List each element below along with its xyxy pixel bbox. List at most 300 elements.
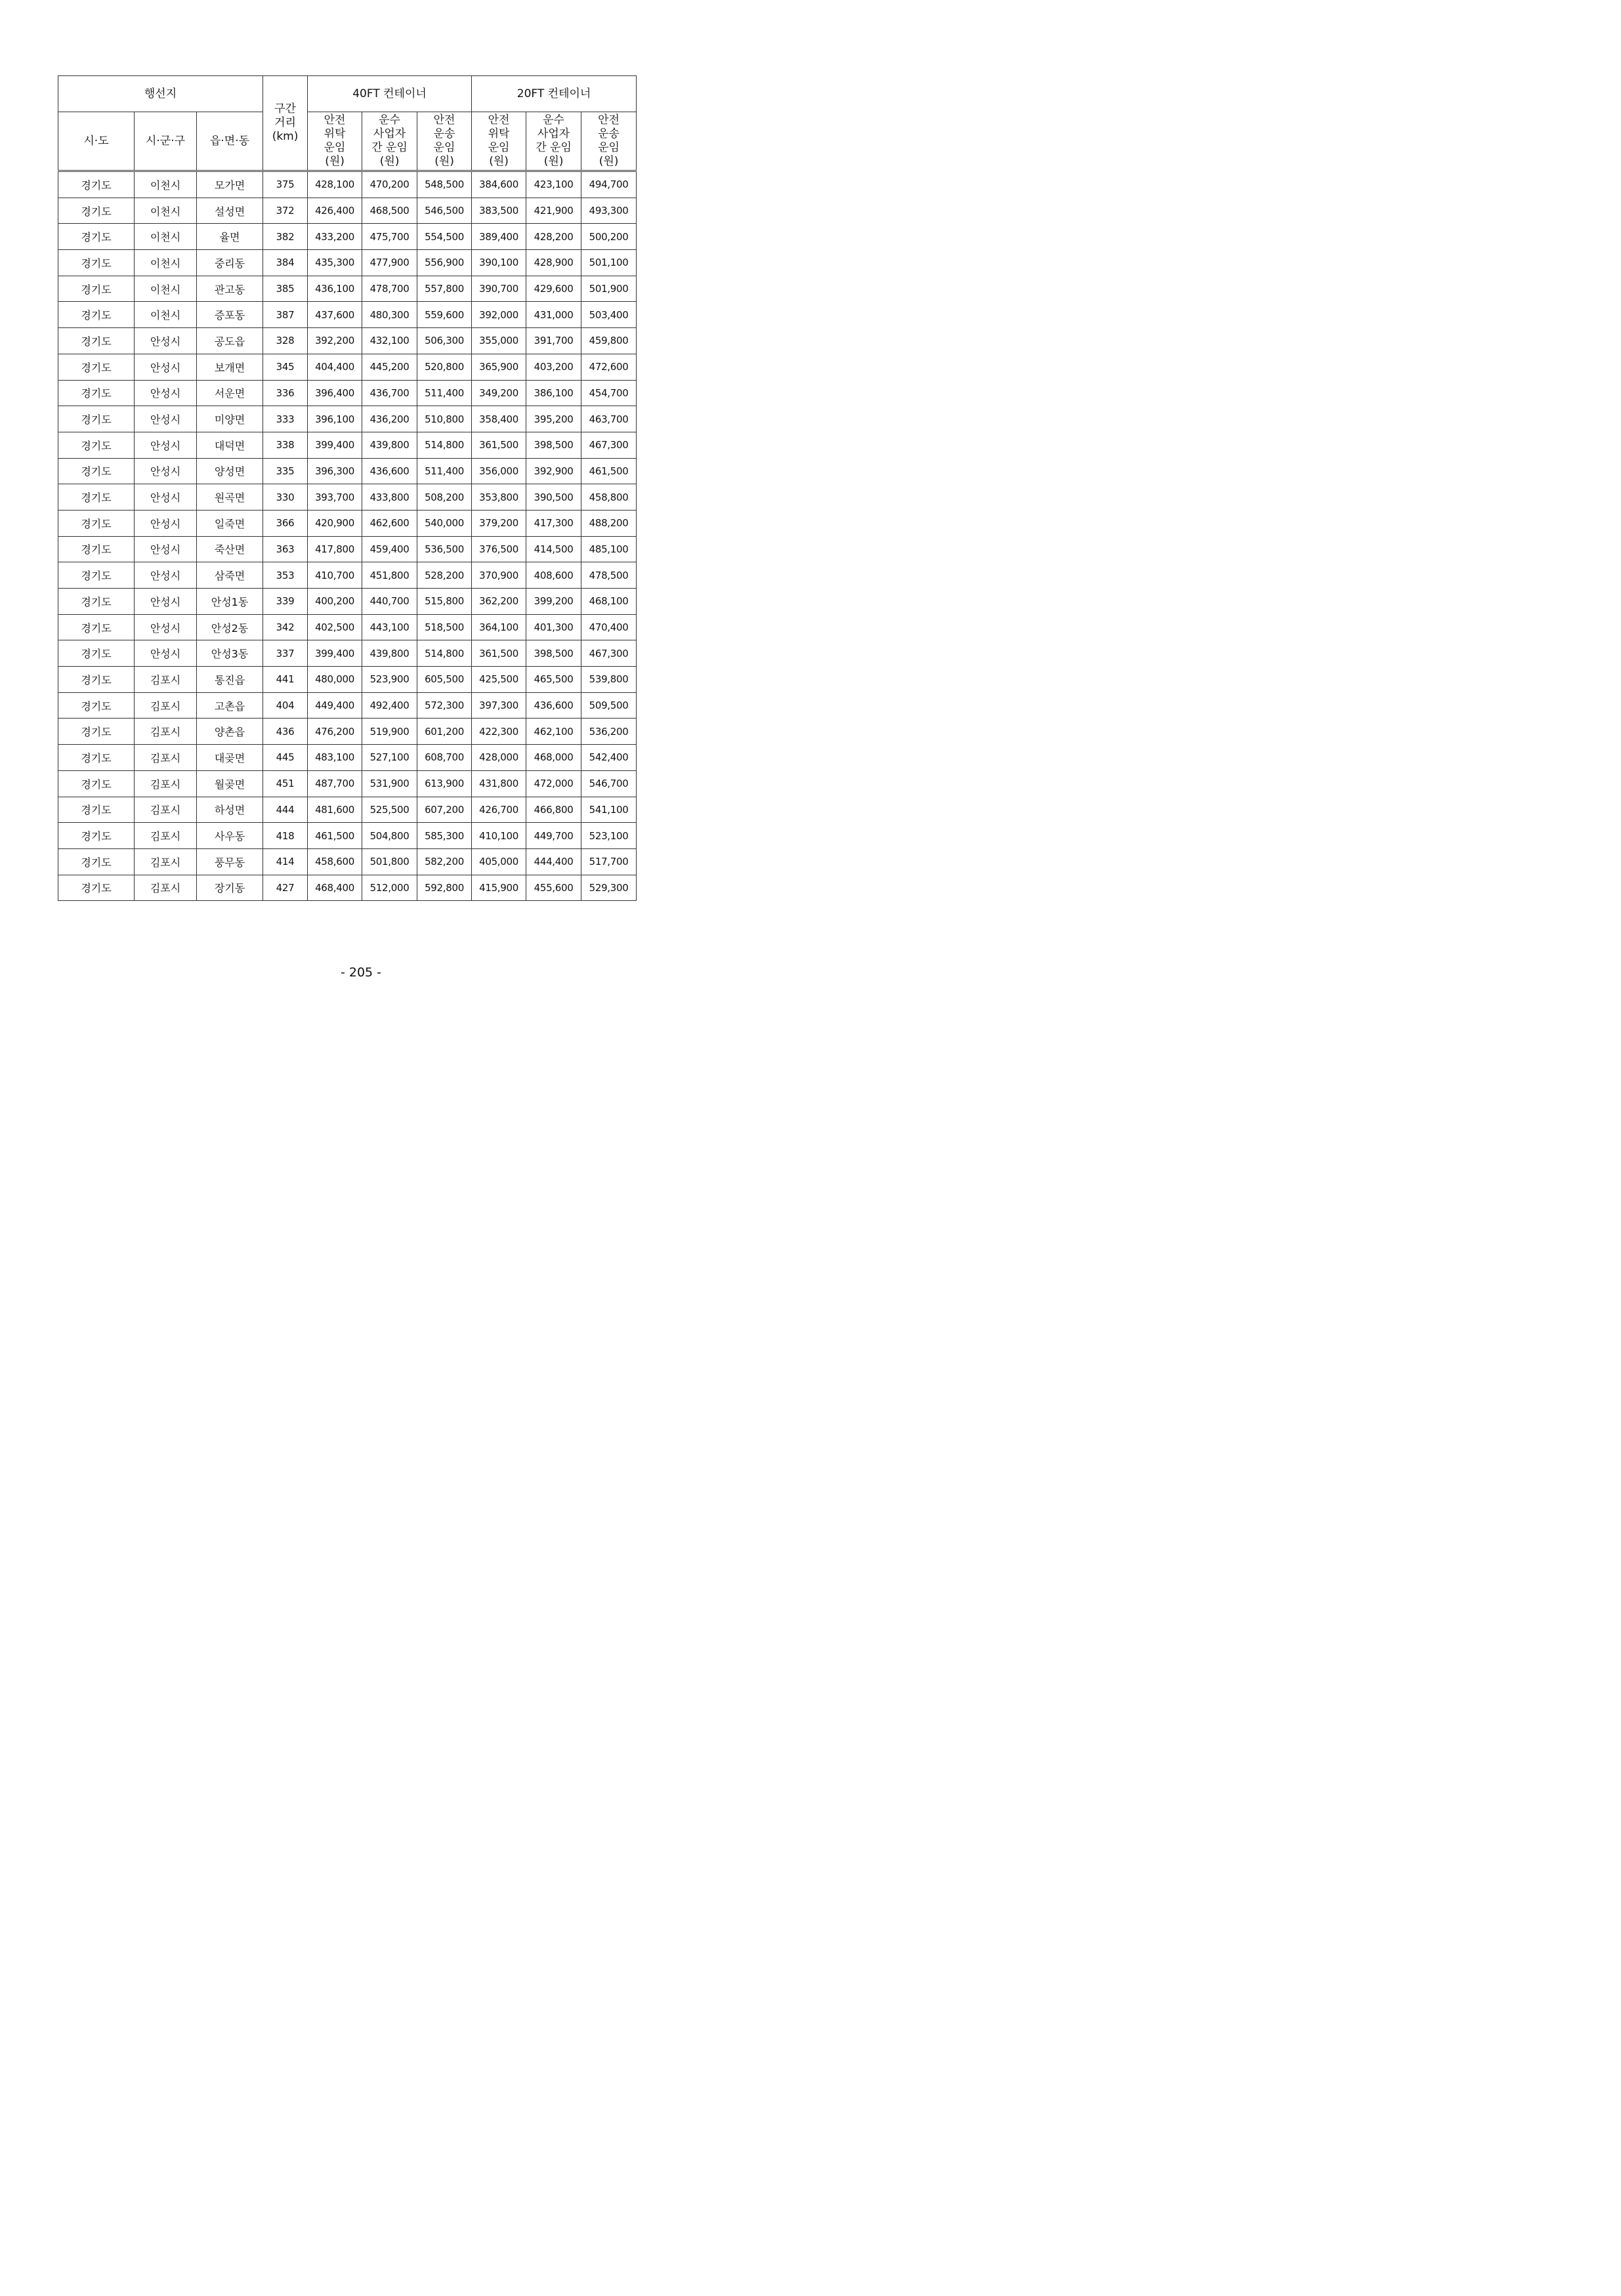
rate-40-safe-consign-cell: 396,300: [308, 458, 362, 484]
rate-40-safe-transport-cell: 510,800: [417, 406, 472, 432]
rate-40-carrier-cell: 527,100: [362, 745, 417, 771]
rate-40-carrier-cell: 501,800: [362, 848, 417, 875]
rate-20-safe-transport-cell: 467,300: [581, 640, 637, 667]
distance-cell: 427: [263, 875, 308, 901]
sigungu-cell: 안성시: [135, 328, 197, 354]
rate-20-safe-consign-cell: 428,000: [472, 745, 526, 771]
table-row: [58, 875, 637, 901]
freight-rate-table: [58, 75, 637, 901]
table-row: [58, 302, 637, 328]
table-row: [58, 432, 637, 458]
eupmyeondong-cell: 장기동: [197, 875, 263, 901]
sigungu-cell: 안성시: [135, 510, 197, 536]
rate-40-safe-transport-cell: 515,800: [417, 589, 472, 615]
table-row: [58, 797, 637, 823]
sido-cell: 경기도: [58, 432, 135, 458]
eupmyeondong-cell: 사우동: [197, 823, 263, 849]
sido-cell: 경기도: [58, 562, 135, 589]
rate-20-carrier-cell: 398,500: [526, 640, 581, 667]
rate-40-safe-consign-cell: 436,100: [308, 276, 362, 302]
rate-40-safe-consign-cell: 458,600: [308, 848, 362, 875]
distance-cell: 418: [263, 823, 308, 849]
rate-40-safe-transport-cell: 607,200: [417, 797, 472, 823]
rate-40-carrier-cell: 519,900: [362, 719, 417, 745]
table-body: [58, 171, 637, 901]
table-row: [58, 406, 637, 432]
rate-20-carrier-cell: 431,000: [526, 302, 581, 328]
table-row: [58, 589, 637, 615]
rate-20-safe-consign-cell: 353,800: [472, 484, 526, 511]
eupmyeondong-cell: 풍무동: [197, 848, 263, 875]
rate-20-safe-transport-cell: 488,200: [581, 510, 637, 536]
sido-cell: 경기도: [58, 224, 135, 250]
rate-40-safe-consign-cell: 399,400: [308, 640, 362, 667]
eupmyeondong-cell: 모가면: [197, 171, 263, 198]
sigungu-cell: 안성시: [135, 406, 197, 432]
rate-40-safe-transport-cell: 511,400: [417, 458, 472, 484]
eupmyeondong-cell: 미양면: [197, 406, 263, 432]
rate-20-safe-consign-cell: 392,000: [472, 302, 526, 328]
rate-40-safe-consign-cell: 437,600: [308, 302, 362, 328]
sigungu-cell: 안성시: [135, 458, 197, 484]
rate-40-safe-consign-cell: 399,400: [308, 432, 362, 458]
rate-20-safe-transport-cell: 542,400: [581, 745, 637, 771]
rate-40-safe-transport-cell: 572,300: [417, 692, 472, 719]
sido-cell: 경기도: [58, 510, 135, 536]
eupmyeondong-cell: 대곶면: [197, 745, 263, 771]
rate-40-carrier-cell: 468,500: [362, 198, 417, 224]
rate-40-safe-transport-cell: 540,000: [417, 510, 472, 536]
rate-40-safe-transport-cell: 508,200: [417, 484, 472, 511]
sido-cell: 경기도: [58, 171, 135, 198]
distance-cell: 451: [263, 770, 308, 797]
table-row: [58, 250, 637, 276]
rate-20-carrier-cell: 392,900: [526, 458, 581, 484]
rate-40-safe-transport-cell: 514,800: [417, 432, 472, 458]
rate-40-safe-transport-cell: 536,500: [417, 536, 472, 562]
rate-40-carrier-cell: 436,200: [362, 406, 417, 432]
eupmyeondong-cell: 원곡면: [197, 484, 263, 511]
sido-cell: 경기도: [58, 276, 135, 302]
sigungu-cell: 안성시: [135, 380, 197, 406]
eupmyeondong-cell: 안성3동: [197, 640, 263, 667]
table-row: [58, 328, 637, 354]
table-row: [58, 484, 637, 511]
rate-40-safe-consign-cell: 396,400: [308, 380, 362, 406]
rate-40-safe-consign-cell: 481,600: [308, 797, 362, 823]
page-number: - 205 -: [340, 965, 382, 980]
eupmyeondong-cell: 양성면: [197, 458, 263, 484]
rate-20-safe-transport-cell: 494,700: [581, 171, 637, 198]
rate-40-safe-transport-cell: 601,200: [417, 719, 472, 745]
rate-20-carrier-cell: 462,100: [526, 719, 581, 745]
sigungu-cell: 이천시: [135, 198, 197, 224]
distance-cell: 436: [263, 719, 308, 745]
rate-40-safe-consign-cell: 417,800: [308, 536, 362, 562]
sigungu-cell: 김포시: [135, 692, 197, 719]
rate-40-safe-consign-cell: 404,400: [308, 354, 362, 380]
rate-20-safe-transport-cell: 454,700: [581, 380, 637, 406]
distance-cell: 345: [263, 354, 308, 380]
distance-cell: 414: [263, 848, 308, 875]
rate-20-safe-transport-cell: 500,200: [581, 224, 637, 250]
rate-20-safe-consign-cell: 422,300: [472, 719, 526, 745]
rate-20-carrier-cell: 429,600: [526, 276, 581, 302]
distance-cell: 366: [263, 510, 308, 536]
rate-20-carrier-cell: 423,100: [526, 171, 581, 198]
table-row: [58, 458, 637, 484]
rate-20-carrier-cell: 398,500: [526, 432, 581, 458]
distance-cell: 404: [263, 692, 308, 719]
rate-20-safe-consign-cell: 425,500: [472, 667, 526, 693]
sido-header: 시·도: [58, 112, 135, 171]
rate-20-safe-consign-cell: 383,500: [472, 198, 526, 224]
rate-20-safe-consign-cell: 431,800: [472, 770, 526, 797]
eupmyeondong-cell: 월곶면: [197, 770, 263, 797]
distance-cell: 336: [263, 380, 308, 406]
rate-20-safe-consign-cell: 349,200: [472, 380, 526, 406]
eupmyeondong-cell: 고촌읍: [197, 692, 263, 719]
rate-20-safe-transport-cell: 461,500: [581, 458, 637, 484]
distance-cell: 445: [263, 745, 308, 771]
sigungu-cell: 김포시: [135, 719, 197, 745]
rate-40-safe-consign-cell: 487,700: [308, 770, 362, 797]
rate-40-carrier-cell: 523,900: [362, 667, 417, 693]
rate-20-carrier-cell: 428,900: [526, 250, 581, 276]
rate-20-carrier-cell: 455,600: [526, 875, 581, 901]
rate-40-carrier-cell: 436,700: [362, 380, 417, 406]
sido-cell: 경기도: [58, 536, 135, 562]
rate-40-safe-consign-cell: 420,900: [308, 510, 362, 536]
rate-20-carrier-cell: 403,200: [526, 354, 581, 380]
rate-header-20-carrier: 운수 사업자 간 운임 (원): [526, 112, 581, 171]
rate-20-carrier-cell: 401,300: [526, 614, 581, 640]
rate-20-safe-consign-cell: 390,700: [472, 276, 526, 302]
rate-40-safe-consign-cell: 480,000: [308, 667, 362, 693]
rate-40-carrier-cell: 459,400: [362, 536, 417, 562]
rate-40-safe-transport-cell: 548,500: [417, 171, 472, 198]
rate-40-safe-consign-cell: 400,200: [308, 589, 362, 615]
distance-cell: 385: [263, 276, 308, 302]
table-row: [58, 823, 637, 849]
sido-cell: 경기도: [58, 692, 135, 719]
rate-40-carrier-cell: 440,700: [362, 589, 417, 615]
distance-cell: 339: [263, 589, 308, 615]
rate-header-20-safe-transport: 안전 운송 운임 (원): [581, 112, 637, 171]
table-row: [58, 692, 637, 719]
eupmyeondong-cell: 대덕면: [197, 432, 263, 458]
eupmyeondong-cell: 보개면: [197, 354, 263, 380]
rate-20-safe-transport-cell: 470,400: [581, 614, 637, 640]
rate-20-safe-consign-cell: 389,400: [472, 224, 526, 250]
sigungu-cell: 안성시: [135, 640, 197, 667]
rate-40-safe-transport-cell: 613,900: [417, 770, 472, 797]
rate-40-carrier-cell: 480,300: [362, 302, 417, 328]
sido-cell: 경기도: [58, 875, 135, 901]
rate-40-safe-consign-cell: 393,700: [308, 484, 362, 511]
group-40ft-header: 40FT 컨테이너: [308, 76, 472, 112]
sido-cell: 경기도: [58, 302, 135, 328]
rate-20-carrier-cell: 468,000: [526, 745, 581, 771]
rate-40-carrier-cell: 433,800: [362, 484, 417, 511]
rate-40-carrier-cell: 451,800: [362, 562, 417, 589]
rate-40-carrier-cell: 531,900: [362, 770, 417, 797]
rate-20-safe-consign-cell: 384,600: [472, 171, 526, 198]
rate-20-safe-transport-cell: 539,800: [581, 667, 637, 693]
sido-cell: 경기도: [58, 380, 135, 406]
table-row: [58, 354, 637, 380]
rate-40-carrier-cell: 445,200: [362, 354, 417, 380]
rate-20-carrier-cell: 449,700: [526, 823, 581, 849]
rate-20-safe-consign-cell: 364,100: [472, 614, 526, 640]
rate-40-safe-transport-cell: 559,600: [417, 302, 472, 328]
sigungu-cell: 안성시: [135, 536, 197, 562]
sigungu-cell: 김포시: [135, 797, 197, 823]
eupmyeondong-cell: 증포동: [197, 302, 263, 328]
eupmyeondong-cell: 안성1동: [197, 589, 263, 615]
rate-20-safe-transport-cell: 472,600: [581, 354, 637, 380]
rate-20-safe-consign-cell: 356,000: [472, 458, 526, 484]
rate-40-carrier-cell: 478,700: [362, 276, 417, 302]
distance-header: 구간 거리 (km): [263, 76, 308, 171]
rate-20-safe-transport-cell: 458,800: [581, 484, 637, 511]
rate-20-carrier-cell: 386,100: [526, 380, 581, 406]
table-row: [58, 276, 637, 302]
rate-20-carrier-cell: 428,200: [526, 224, 581, 250]
distance-cell: 384: [263, 250, 308, 276]
distance-cell: 444: [263, 797, 308, 823]
rate-header-40-carrier: 운수 사업자 간 운임 (원): [362, 112, 417, 171]
rate-20-safe-consign-cell: 355,000: [472, 328, 526, 354]
rate-20-carrier-cell: 466,800: [526, 797, 581, 823]
sido-cell: 경기도: [58, 823, 135, 849]
rate-40-safe-transport-cell: 557,800: [417, 276, 472, 302]
distance-cell: 333: [263, 406, 308, 432]
rate-40-carrier-cell: 470,200: [362, 171, 417, 198]
sigungu-cell: 안성시: [135, 562, 197, 589]
table-row: [58, 614, 637, 640]
rate-20-carrier-cell: 399,200: [526, 589, 581, 615]
distance-cell: 337: [263, 640, 308, 667]
sigungu-cell: 안성시: [135, 484, 197, 511]
sido-cell: 경기도: [58, 589, 135, 615]
rate-40-safe-consign-cell: 410,700: [308, 562, 362, 589]
rate-40-carrier-cell: 477,900: [362, 250, 417, 276]
distance-cell: 372: [263, 198, 308, 224]
rate-40-safe-consign-cell: 426,400: [308, 198, 362, 224]
rate-20-safe-transport-cell: 468,100: [581, 589, 637, 615]
eupmyeondong-cell: 일죽면: [197, 510, 263, 536]
rate-20-carrier-cell: 472,000: [526, 770, 581, 797]
table-row: [58, 224, 637, 250]
rate-20-carrier-cell: 444,400: [526, 848, 581, 875]
rate-20-safe-consign-cell: 405,000: [472, 848, 526, 875]
table-row: [58, 198, 637, 224]
sigungu-cell: 김포시: [135, 745, 197, 771]
eupmyeondong-cell: 서운면: [197, 380, 263, 406]
sigungu-cell: 김포시: [135, 848, 197, 875]
group-20ft-header: 20FT 컨테이너: [472, 76, 637, 112]
rate-20-safe-consign-cell: 361,500: [472, 640, 526, 667]
distance-cell: 375: [263, 171, 308, 198]
rate-40-safe-transport-cell: 592,800: [417, 875, 472, 901]
distance-cell: 338: [263, 432, 308, 458]
sigungu-cell: 이천시: [135, 250, 197, 276]
eupmyeondong-cell: 안성2동: [197, 614, 263, 640]
sigungu-header: 시·군·구: [135, 112, 197, 171]
sido-cell: 경기도: [58, 770, 135, 797]
sido-cell: 경기도: [58, 797, 135, 823]
rate-40-safe-transport-cell: 511,400: [417, 380, 472, 406]
rate-40-safe-consign-cell: 476,200: [308, 719, 362, 745]
rate-40-safe-transport-cell: 528,200: [417, 562, 472, 589]
rate-40-carrier-cell: 492,400: [362, 692, 417, 719]
rate-20-safe-transport-cell: 478,500: [581, 562, 637, 589]
rate-20-safe-consign-cell: 362,200: [472, 589, 526, 615]
rate-20-safe-transport-cell: 501,100: [581, 250, 637, 276]
rate-40-carrier-cell: 475,700: [362, 224, 417, 250]
rate-40-carrier-cell: 439,800: [362, 432, 417, 458]
sigungu-cell: 안성시: [135, 589, 197, 615]
rate-20-safe-transport-cell: 517,700: [581, 848, 637, 875]
sido-cell: 경기도: [58, 354, 135, 380]
eupmyeondong-cell: 관고동: [197, 276, 263, 302]
rate-40-safe-transport-cell: 520,800: [417, 354, 472, 380]
rate-20-safe-transport-cell: 536,200: [581, 719, 637, 745]
sido-cell: 경기도: [58, 250, 135, 276]
eupmyeondong-cell: 설성면: [197, 198, 263, 224]
rate-20-safe-consign-cell: 410,100: [472, 823, 526, 849]
rate-20-safe-transport-cell: 523,100: [581, 823, 637, 849]
eupmyeondong-cell: 양촌읍: [197, 719, 263, 745]
rate-20-safe-consign-cell: 426,700: [472, 797, 526, 823]
eupmyeondong-cell: 삼죽면: [197, 562, 263, 589]
sigungu-cell: 안성시: [135, 432, 197, 458]
rate-header-40-safe-transport: 안전 운송 운임 (원): [417, 112, 472, 171]
rate-40-carrier-cell: 443,100: [362, 614, 417, 640]
distance-cell: 335: [263, 458, 308, 484]
rate-40-safe-consign-cell: 483,100: [308, 745, 362, 771]
eupmyeondong-cell: 중리동: [197, 250, 263, 276]
rate-20-safe-consign-cell: 370,900: [472, 562, 526, 589]
eupmyeondong-cell: 율면: [197, 224, 263, 250]
rate-40-safe-consign-cell: 396,100: [308, 406, 362, 432]
rate-40-safe-consign-cell: 461,500: [308, 823, 362, 849]
table-row: [58, 770, 637, 797]
eupmyeondong-cell: 통진읍: [197, 667, 263, 693]
sido-cell: 경기도: [58, 328, 135, 354]
eupmyeondong-cell: 하성면: [197, 797, 263, 823]
sido-cell: 경기도: [58, 745, 135, 771]
rate-20-carrier-cell: 391,700: [526, 328, 581, 354]
rate-20-carrier-cell: 395,200: [526, 406, 581, 432]
rate-40-carrier-cell: 462,600: [362, 510, 417, 536]
sido-cell: 경기도: [58, 458, 135, 484]
rate-20-safe-transport-cell: 501,900: [581, 276, 637, 302]
distance-cell: 328: [263, 328, 308, 354]
rate-40-safe-transport-cell: 585,300: [417, 823, 472, 849]
rate-20-safe-consign-cell: 397,300: [472, 692, 526, 719]
rate-20-safe-transport-cell: 546,700: [581, 770, 637, 797]
rate-40-carrier-cell: 525,500: [362, 797, 417, 823]
rate-40-safe-transport-cell: 514,800: [417, 640, 472, 667]
sigungu-cell: 김포시: [135, 667, 197, 693]
sido-cell: 경기도: [58, 667, 135, 693]
rate-20-safe-consign-cell: 358,400: [472, 406, 526, 432]
rate-20-carrier-cell: 421,900: [526, 198, 581, 224]
rate-header-40-safe-consign: 안전 위탁 운임 (원): [308, 112, 362, 171]
table-header: [58, 76, 637, 171]
rate-40-safe-transport-cell: 518,500: [417, 614, 472, 640]
rate-40-safe-transport-cell: 556,900: [417, 250, 472, 276]
distance-cell: 363: [263, 536, 308, 562]
rate-40-safe-transport-cell: 608,700: [417, 745, 472, 771]
rate-20-safe-transport-cell: 509,500: [581, 692, 637, 719]
rate-40-safe-consign-cell: 428,100: [308, 171, 362, 198]
rate-20-safe-consign-cell: 379,200: [472, 510, 526, 536]
rate-40-safe-consign-cell: 433,200: [308, 224, 362, 250]
sigungu-cell: 안성시: [135, 614, 197, 640]
sido-cell: 경기도: [58, 614, 135, 640]
rate-20-carrier-cell: 417,300: [526, 510, 581, 536]
rate-20-safe-transport-cell: 463,700: [581, 406, 637, 432]
sigungu-cell: 안성시: [135, 354, 197, 380]
sido-cell: 경기도: [58, 640, 135, 667]
rate-20-safe-consign-cell: 390,100: [472, 250, 526, 276]
table-row: [58, 510, 637, 536]
distance-cell: 441: [263, 667, 308, 693]
sido-cell: 경기도: [58, 484, 135, 511]
distance-cell: 387: [263, 302, 308, 328]
rate-20-carrier-cell: 436,600: [526, 692, 581, 719]
sigungu-cell: 이천시: [135, 224, 197, 250]
sido-cell: 경기도: [58, 406, 135, 432]
rate-40-safe-transport-cell: 546,500: [417, 198, 472, 224]
rate-20-safe-consign-cell: 361,500: [472, 432, 526, 458]
rate-20-safe-transport-cell: 467,300: [581, 432, 637, 458]
rate-20-safe-transport-cell: 485,100: [581, 536, 637, 562]
sigungu-cell: 김포시: [135, 875, 197, 901]
eupmyeondong-cell: 죽산면: [197, 536, 263, 562]
table-row: [58, 667, 637, 693]
sido-cell: 경기도: [58, 848, 135, 875]
rate-20-safe-consign-cell: 376,500: [472, 536, 526, 562]
destination-header: 행선지: [58, 76, 263, 112]
rate-20-carrier-cell: 408,600: [526, 562, 581, 589]
rate-40-safe-transport-cell: 582,200: [417, 848, 472, 875]
table-row: [58, 536, 637, 562]
sido-cell: 경기도: [58, 719, 135, 745]
rate-20-safe-transport-cell: 459,800: [581, 328, 637, 354]
distance-cell: 353: [263, 562, 308, 589]
rate-40-safe-consign-cell: 435,300: [308, 250, 362, 276]
rate-20-safe-transport-cell: 503,400: [581, 302, 637, 328]
sigungu-cell: 이천시: [135, 171, 197, 198]
eupmyeondong-header: 읍·면·동: [197, 112, 263, 171]
rate-40-carrier-cell: 432,100: [362, 328, 417, 354]
rate-20-carrier-cell: 414,500: [526, 536, 581, 562]
rate-40-safe-transport-cell: 554,500: [417, 224, 472, 250]
rate-40-safe-transport-cell: 506,300: [417, 328, 472, 354]
rate-40-safe-consign-cell: 402,500: [308, 614, 362, 640]
distance-cell: 342: [263, 614, 308, 640]
rate-20-safe-consign-cell: 415,900: [472, 875, 526, 901]
table-row: [58, 640, 637, 667]
table-row: [58, 562, 637, 589]
table-row: [58, 745, 637, 771]
rate-40-safe-consign-cell: 392,200: [308, 328, 362, 354]
rate-40-safe-transport-cell: 605,500: [417, 667, 472, 693]
